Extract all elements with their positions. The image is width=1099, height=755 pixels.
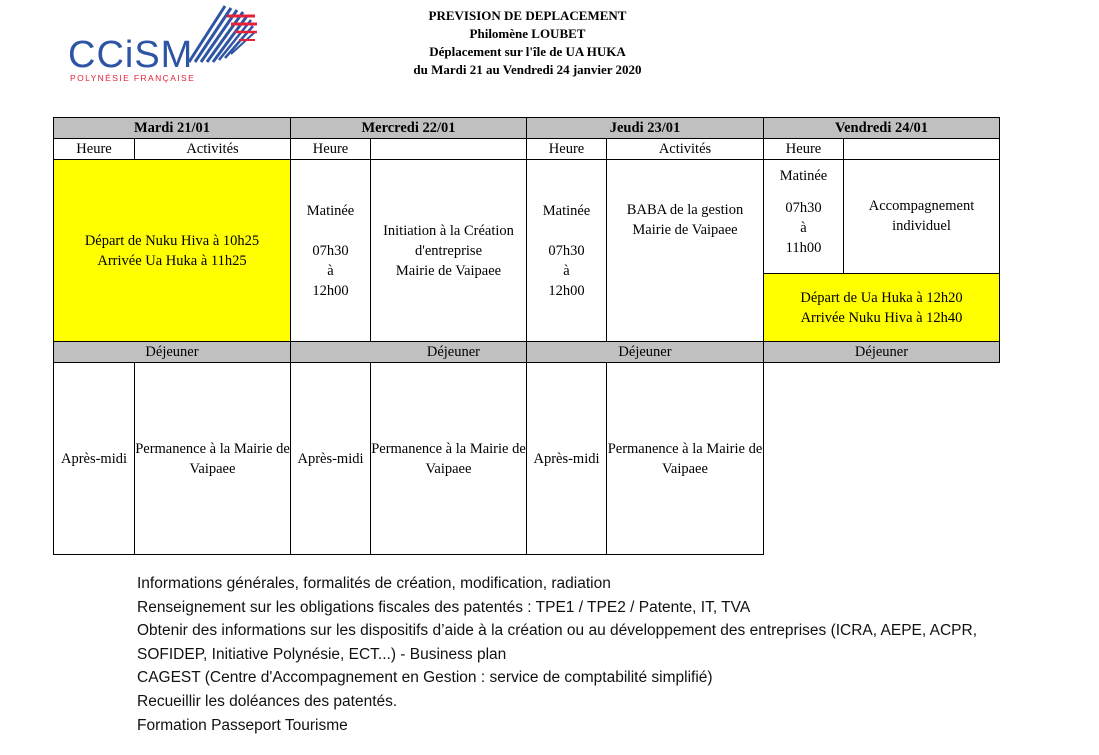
vendredi-activity-cell xyxy=(844,160,1000,274)
logo-subtitle: POLYNÉSIE FRANÇAISE xyxy=(70,73,196,83)
day-vendredi: Vendredi 24/01 xyxy=(764,118,1000,139)
mercredi-afternoon-label: Après-midi xyxy=(291,363,371,555)
day-mercredi: Mercredi 22/01 xyxy=(291,118,527,139)
day-mardi: Mardi 21/01 xyxy=(54,118,291,139)
mercredi-time-cell xyxy=(291,160,371,342)
ccism-logo xyxy=(66,2,266,84)
note-item: Renseignement sur les obligations fiscales des patentés : TPE1 / TPE2 / Patente, IT, TVA xyxy=(137,598,751,616)
column-header-row xyxy=(54,139,1000,160)
jeudi-activites-header: Activités xyxy=(607,139,764,160)
mercredi-activites-header xyxy=(371,139,527,160)
jeudi-afternoon-activity: Permanence à la Mairie de Vaipaee xyxy=(607,363,764,555)
jeudi-heure-header: Heure xyxy=(527,139,607,160)
jeudi-place: Mairie de Vaipaee xyxy=(632,222,738,238)
jeudi-afternoon-label: Après-midi xyxy=(527,363,607,555)
mardi-lunch: Déjeuner xyxy=(54,342,291,363)
day-header-row xyxy=(54,118,1000,139)
day-jeudi: Jeudi 23/01 xyxy=(527,118,764,139)
header-dates: du Mardi 21 au Vendredi 24 janvier 2020 xyxy=(413,62,642,77)
header-title: PREVISION DE DEPLACEMENT xyxy=(428,8,627,23)
note-item: Obtenir des informations sur les dispositifs d’aide à la création ou au développement des entreprises (ICRA, AEPE, ACPR, xyxy=(137,622,978,640)
note-item: Informations générales, formalités de création, modification, radiation xyxy=(137,575,611,592)
vendredi-lunch: Déjeuner xyxy=(764,342,1000,363)
jeudi-matinee: Matinée xyxy=(542,202,591,219)
vendredi-arrivee: Arrivée Nuku Hiva à 12h40 xyxy=(800,309,963,326)
mardi-afternoon-activity: Permanence à la Mairie de Vaipaee xyxy=(135,363,291,555)
mercredi-afternoon-activity: Permanence à la Mairie de Vaipaee xyxy=(371,363,527,555)
mardi-arrivee: Arrivée Ua Huka à 11h25 xyxy=(97,252,247,269)
note-item: Formation Passeport Tourisme xyxy=(137,716,348,734)
vendredi-a: à xyxy=(800,220,807,236)
mercredi-place: Mairie de Vaipaee xyxy=(395,262,502,279)
notes-list xyxy=(137,572,977,737)
note-item: CAGEST (Centre d'Accompagnement en Gestion : service de comptabilité simplifié) xyxy=(137,669,713,687)
vendredi-heure-header: Heure xyxy=(764,139,844,160)
logo-wordmark: CCiSM xyxy=(68,34,194,76)
mardi-afternoon-label: Après-midi xyxy=(54,363,135,555)
note-item: SOFIDEP, Initiative Polynésie, ECT...) - Business plan xyxy=(137,645,507,663)
mercredi-end: 12h00 xyxy=(312,282,349,299)
vendredi-afternoon-empty-2 xyxy=(844,363,1000,555)
vendredi-time-cell xyxy=(764,160,844,274)
vendredi-end: 11h00 xyxy=(785,240,822,256)
vendredi-travel-cell xyxy=(764,274,1000,342)
mardi-travel-cell xyxy=(54,160,291,342)
vendredi-depart: Départ de Ua Huka à 12h20 xyxy=(800,289,963,306)
vendredi-matinee: Matinée xyxy=(779,168,828,184)
mercredi-lunch: Déjeuner xyxy=(291,342,527,363)
jeudi-time-cell xyxy=(527,160,607,342)
document-header xyxy=(340,7,715,79)
jeudi-activity: BABA de la gestion xyxy=(626,202,744,218)
jeudi-activity-cell xyxy=(607,160,764,342)
mercredi-matinee: Matinée xyxy=(306,202,355,219)
mardi-heure-header: Heure xyxy=(54,139,135,160)
mardi-depart: Départ de Nuku Hiva à 10h25 xyxy=(84,232,260,249)
mercredi-heure-header: Heure xyxy=(291,139,371,160)
jeudi-a: à xyxy=(563,262,570,279)
morning-row-1 xyxy=(54,160,1000,274)
header-destination: Déplacement sur l'île de UA HUKA xyxy=(429,44,626,59)
vendredi-start: 07h30 xyxy=(785,200,822,216)
mercredi-activity: Initiation à la Création d'entreprise xyxy=(383,222,514,259)
schedule-table xyxy=(53,117,1000,555)
header-person: Philomène LOUBET xyxy=(469,26,586,41)
jeudi-lunch: Déjeuner xyxy=(527,342,764,363)
mercredi-a: à xyxy=(327,262,334,279)
vendredi-afternoon-empty xyxy=(764,363,844,555)
vendredi-activites-header xyxy=(844,139,1000,160)
jeudi-end: 12h00 xyxy=(548,282,585,299)
jeudi-start: 07h30 xyxy=(548,242,585,259)
mardi-activites-header: Activités xyxy=(135,139,291,160)
afternoon-row xyxy=(54,363,1000,555)
note-item: Recueillir les doléances des patentés. xyxy=(137,692,398,710)
mercredi-activity-cell xyxy=(371,160,527,342)
lunch-row xyxy=(54,342,1000,363)
mercredi-start: 07h30 xyxy=(312,242,349,259)
vendredi-activity: Accompagnement individuel xyxy=(868,198,975,234)
